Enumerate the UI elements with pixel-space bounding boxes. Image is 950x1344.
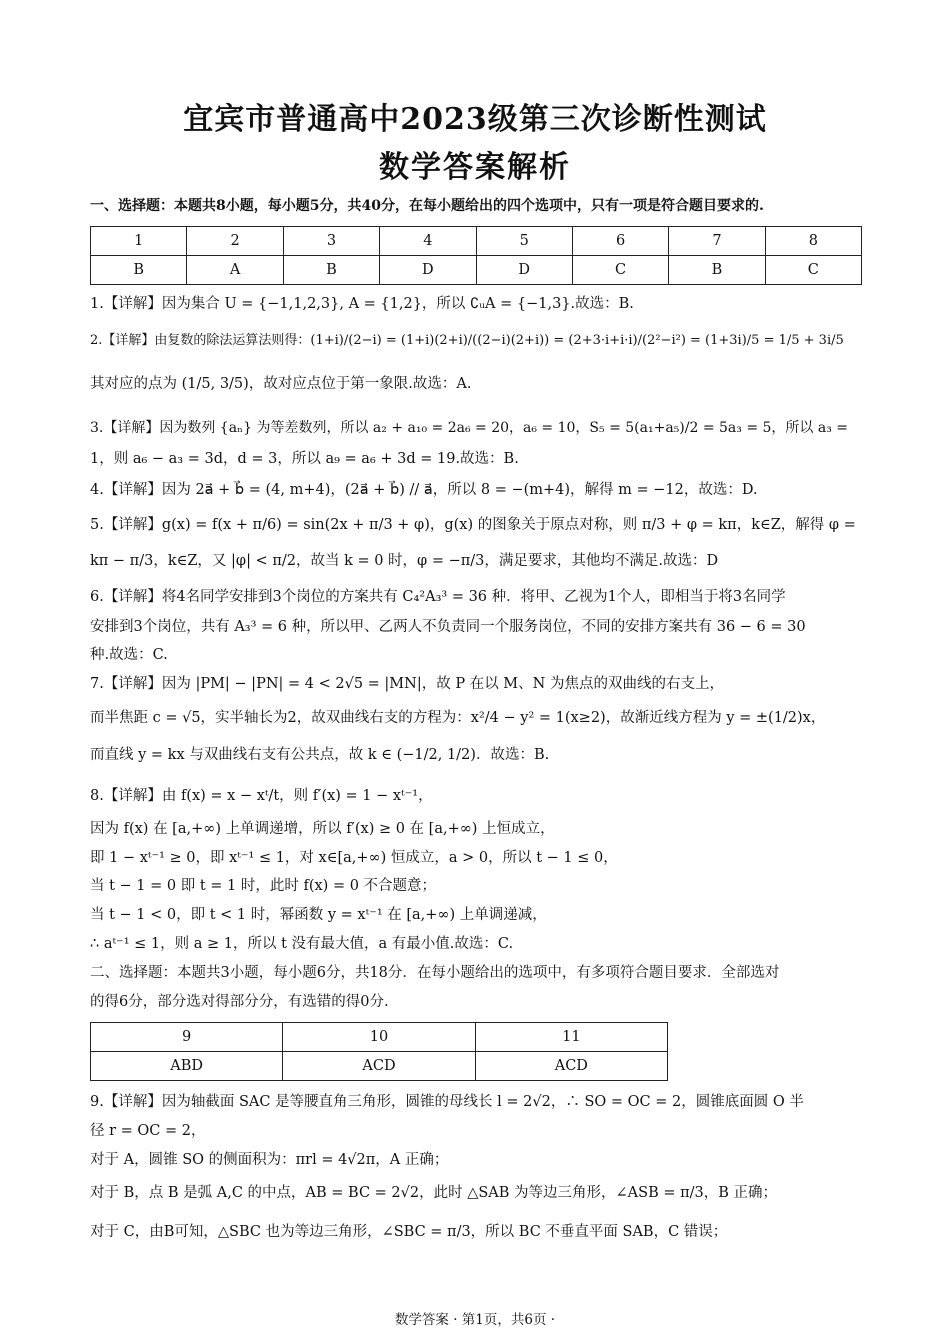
table-cell: B — [283, 256, 379, 285]
solution-line: 安排到3个岗位，共有 A₃³ = 6 种，所以甲、乙两人不负责同一个服务岗位，不同的安排方案共有 36 − 6 = 30 — [90, 619, 806, 635]
solution-line: 4.【详解】因为 2a⃗ + b⃗ = (4, m+4)，(2a⃗ + b⃗) // a⃗，所以 8 = −(m+4)，解得 m = −12，故选：D. — [90, 482, 758, 498]
solution-line: 1，则 a₆ − a₃ = 3d，d = 3，所以 a₉ = a₆ + 3d = 19.故选：B. — [90, 451, 519, 467]
solution-line: 6.【详解】将4名同学安排到3个岗位的方案共有 C₄²A₃³ = 36 种．将甲、乙视为1个人，即相当于将3名同学 — [90, 589, 786, 605]
solution-line: 3.【详解】因为数列 {aₙ} 为等差数列，所以 a₂ + a₁₀ = 2a₆ = 20，a₆ = 10，S₅ = 5(a₁+a₅)/2 = 5a₃ = 5，所以 a₃ = — [90, 420, 848, 436]
table-row — [91, 227, 862, 256]
solution-line: 径 r = OC = 2， — [90, 1123, 206, 1139]
table-cell: ABD — [91, 1052, 283, 1081]
solution-line: ∴ aᵗ⁻¹ ≤ 1，则 a ≥ 1，所以 t 没有最大值，a 有最小值.故选：C. — [90, 936, 514, 952]
solution-line: 5.【详解】g(x) = f(x + π/6) = sin(2x + π/3 + φ)，g(x) 的图象关于原点对称，则 π/3 + φ = kπ，k∈Z，解得 φ = — [90, 517, 856, 533]
table-cell: ACD — [475, 1052, 667, 1081]
answer-table-1 — [90, 226, 862, 285]
table-row — [91, 256, 862, 285]
table-cell: A — [187, 256, 283, 285]
section2-heading: 二、选择题：本题共3小题，每小题6分，共18分．在每小题给出的选项中，有多项符合题目要求．全部选对 — [90, 965, 780, 981]
solution-line: 即 1 − xᵗ⁻¹ ≥ 0，即 xᵗ⁻¹ ≤ 1，对 x∈[a,+∞) 恒成立，a > 0，所以 t − 1 ≤ 0， — [90, 850, 618, 866]
table-cell: B — [91, 256, 187, 285]
table-cell: 7 — [669, 227, 765, 256]
table-row — [91, 1052, 668, 1081]
table-cell: 9 — [91, 1023, 283, 1052]
table-cell: C — [765, 256, 861, 285]
solution-line: 种.故选：C. — [90, 647, 168, 663]
table-cell: B — [669, 256, 765, 285]
solution-line: 而直线 y = kx 与双曲线右支有公共点，故 k ∈ (−1/2, 1/2)．故选：B. — [90, 747, 550, 763]
table-cell: D — [380, 256, 476, 285]
solution-line: 当 t − 1 < 0，即 t < 1 时，幂函数 y = xᵗ⁻¹ 在 [a,+∞) 上单调递减， — [90, 907, 547, 923]
solution-line: 而半焦距 c = √5，实半轴长为2，故双曲线右支的方程为：x²/4 − y² = 1(x≥2)，故渐近线方程为 y = ±(1/2)x， — [90, 710, 826, 726]
table-cell: 11 — [475, 1023, 667, 1052]
solution-line: 2.【详解】由复数的除法运算法则得：(1+i)/(2−i) = (1+i)(2+i)/((2−i)(2+i)) = (2+3·i+i·i)/(2²−i²) = (1+3i)/5 = 1/5 + 3i/5 — [90, 333, 844, 348]
section1-heading: 一、选择题：本题共8小题，每小题5分，共40分，在每小题给出的四个选项中，只有一项是符合题目要求的. — [90, 198, 764, 214]
page-subtitle: 数学答案解析 — [379, 150, 571, 185]
solution-line: 因为 f(x) 在 [a,+∞) 上单调递增，所以 f′(x) ≥ 0 在 [a,+∞) 上恒成立， — [90, 821, 555, 837]
solution-line: 7.【详解】因为 |PM| − |PN| = 4 < 2√5 = |MN|，故 P 在以 M、N 为焦点的双曲线的右支上， — [90, 676, 724, 692]
page-footer: 数学答案 · 第1页，共6页 · — [394, 1312, 556, 1328]
solution-line: 1.【详解】因为集合 U = {−1,1,2,3}, A = {1,2}，所以 ∁ᵤA = {−1,3}.故选：B. — [90, 296, 634, 312]
table-cell: C — [572, 256, 668, 285]
page-title: 宜宾市普通高中2023级第三次诊断性测试 — [183, 102, 767, 137]
solution-line: 9.【详解】因为轴截面 SAC 是等腰直角三角形，圆锥的母线长 l = 2√2，∴ SO = OC = 2，圆锥底面圆 O 半 — [90, 1094, 804, 1110]
table-cell: 3 — [283, 227, 379, 256]
solution-line: 对于 A，圆锥 SO 的侧面积为：πrl = 4√2π，A 正确； — [90, 1152, 449, 1168]
table-cell: 8 — [765, 227, 861, 256]
solution-line: 对于 B，点 B 是弧 A,C 的中点，AB = BC = 2√2，此时 △SAB 为等边三角形，∠ASB = π/3，B 正确； — [90, 1185, 778, 1201]
table-cell: 1 — [91, 227, 187, 256]
table-cell: D — [476, 256, 572, 285]
table-cell: 5 — [476, 227, 572, 256]
table-cell: ACD — [283, 1052, 475, 1081]
solution-line: 其对应的点为 (1/5, 3/5)，故对应点位于第一象限.故选：A. — [90, 376, 472, 392]
table-cell: 2 — [187, 227, 283, 256]
solution-line: 当 t − 1 = 0 即 t = 1 时，此时 f(x) = 0 不合题意； — [90, 878, 437, 894]
solution-line: 8.【详解】由 f(x) = x − xᵗ/t，则 f′(x) = 1 − xᵗ⁻¹， — [90, 788, 433, 804]
table-row — [91, 1023, 668, 1052]
answer-table-2 — [90, 1022, 668, 1081]
section2-heading: 的得6分，部分选对得部分分，有选错的得0分. — [90, 994, 389, 1010]
table-cell: 10 — [283, 1023, 475, 1052]
solution-line: 对于 C，由B可知，△SBC 也为等边三角形，∠SBC = π/3，所以 BC 不垂直平面 SAB，C 错误； — [90, 1224, 728, 1240]
table-cell: 6 — [572, 227, 668, 256]
table-cell: 4 — [380, 227, 476, 256]
solution-line: kπ − π/3，k∈Z，又 |φ| < π/2，故当 k = 0 时，φ = −π/3，满足要求，其他均不满足.故选：D — [90, 553, 719, 569]
